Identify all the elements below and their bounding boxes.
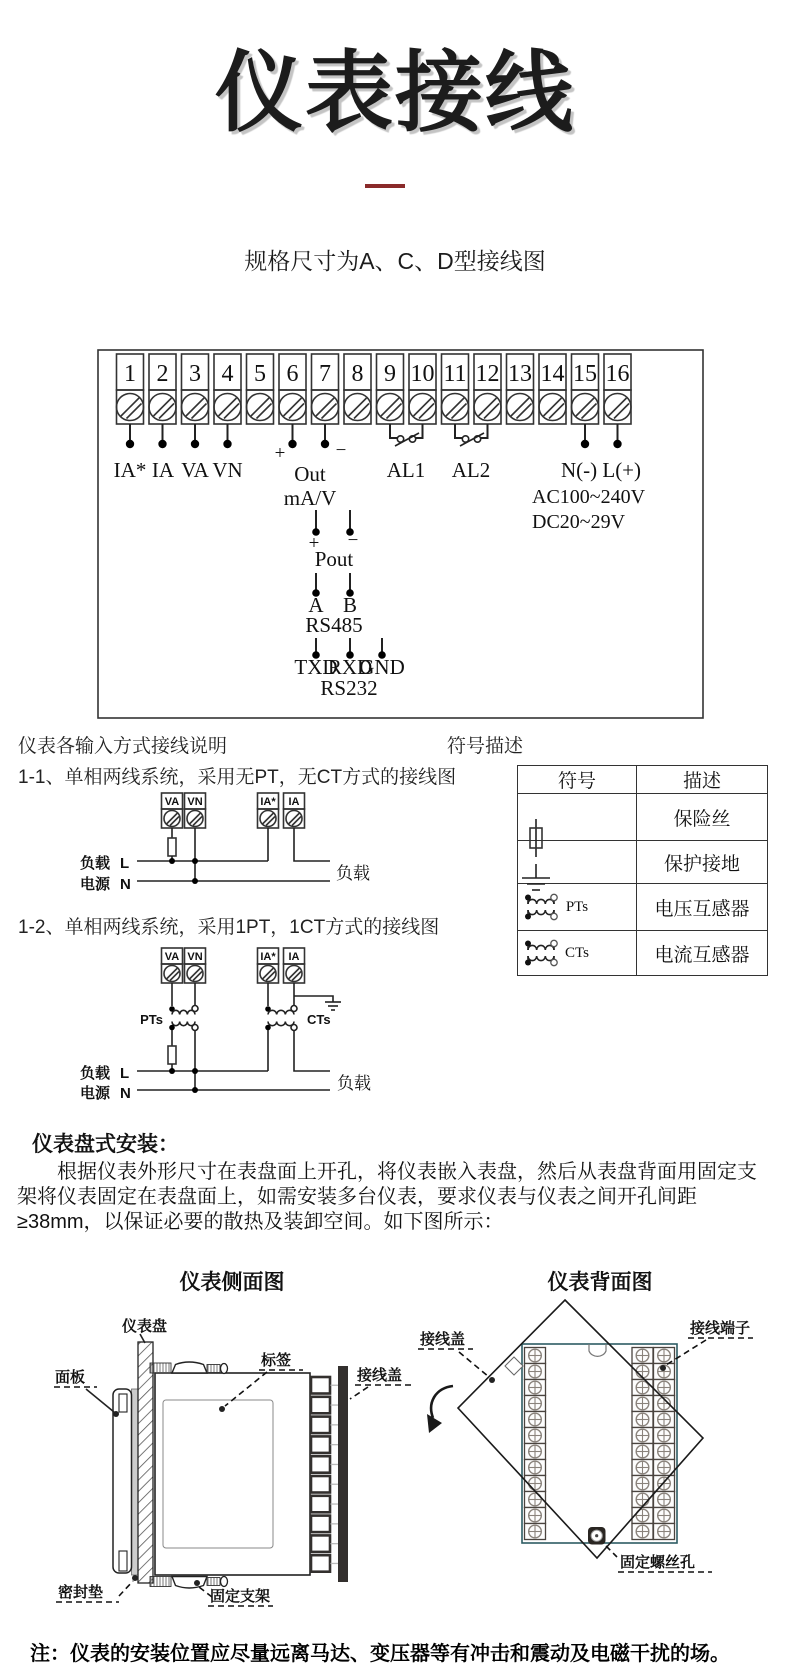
- top-bracket: [150, 1362, 228, 1374]
- load-left-label: 负载: [80, 1065, 111, 1082]
- cts-label: CTs: [307, 1012, 331, 1027]
- terminal-strip: [117, 354, 632, 424]
- fuse-icon: [168, 838, 176, 856]
- wires-1-1: [137, 828, 330, 884]
- wires-1-2: [137, 1030, 330, 1093]
- power-dc: DC20~29V: [532, 511, 626, 533]
- sticker-label: 标签: [261, 1352, 292, 1369]
- out-unit: mA/V: [283, 486, 337, 510]
- rs232-txd: TXD: [294, 655, 338, 679]
- screw-hole-label: 固定螺丝孔: [620, 1554, 696, 1571]
- alarm-relay-2: [452, 424, 491, 482]
- rs232-group: [294, 638, 404, 700]
- terminal-number: 14: [540, 361, 565, 387]
- table-row: [518, 884, 768, 931]
- terminal-number: 11: [443, 361, 467, 387]
- rs232-gnd: GND: [359, 655, 405, 679]
- terminal-block-label: 接线端子: [690, 1320, 751, 1337]
- table-row: [518, 794, 768, 841]
- out-plus: +: [274, 443, 286, 464]
- out-label: Out: [294, 462, 326, 486]
- pout-plus: +: [308, 533, 320, 554]
- t-vn: VN: [187, 951, 203, 963]
- ground-icon: [294, 996, 341, 1010]
- terminal-number: 13: [508, 361, 532, 387]
- bracket-label: 固定支架: [210, 1588, 271, 1605]
- terminal-number: 10: [410, 361, 435, 387]
- al1-label: AL1: [386, 458, 426, 482]
- al2-label: AL2: [451, 458, 491, 482]
- fixing-screw: [588, 1527, 606, 1545]
- cover-clip: [505, 1357, 523, 1375]
- fuse-icon: [168, 1046, 176, 1064]
- alarm-relay-1: [387, 424, 426, 482]
- symbol-table: [517, 765, 768, 976]
- terminal-number: 15: [573, 361, 597, 387]
- load-right-label: 负载: [337, 1074, 371, 1093]
- table-row: [518, 841, 768, 884]
- symbol-desc: 保险丝: [637, 794, 768, 841]
- ct-transformer-icon: [265, 983, 330, 1031]
- pts-label: PTs: [140, 1012, 163, 1027]
- t-ia-star: IA*: [260, 796, 276, 808]
- terminal-number: 4: [221, 361, 234, 387]
- gasket-strip: [132, 1389, 139, 1575]
- terminal-number: 7: [319, 361, 331, 387]
- rs485-group: [305, 573, 362, 637]
- symbol-table-heading: 符号描述: [447, 736, 524, 757]
- input-wires: [114, 424, 243, 482]
- installation-paragraph: 根据仪表外形尺寸在表盘面上开孔，将仪表嵌入表盘，然后从表盘背面用固定支架将仪表固定在表盘面上，如需安装多台仪表，要求仪表与仪表之间开孔间距≥38mm，以保证必要的散热及装卸空间。如下图所示：: [17, 1161, 757, 1233]
- diagram-1-2: [0, 944, 440, 1110]
- power-ac: AC100~240V: [532, 486, 646, 508]
- label-ia-star: IA*: [113, 458, 147, 482]
- label-vn: VN: [212, 458, 243, 482]
- pout-group: [309, 510, 359, 571]
- page-subtitle: 规格尺寸为A、C、D型接线图: [244, 248, 546, 274]
- pt-transformer-icon: [140, 983, 198, 1031]
- label-va: VA: [181, 458, 209, 482]
- rs485-label: RS485: [305, 613, 363, 637]
- t-ia: IA: [288, 796, 300, 808]
- source-label: 电源: [80, 876, 111, 893]
- t-va: VA: [164, 951, 180, 963]
- desc-col-header: 描述: [637, 766, 768, 794]
- terminal-number: 6: [286, 361, 299, 387]
- installation-note: 注：仪表的安装位置应尽量远离马达、变压器等有冲击和震动及电磁干扰的场。: [30, 1643, 730, 1665]
- terminal-number: 9: [384, 361, 396, 387]
- rs232-rxd: RXD: [327, 655, 373, 679]
- line-n-label: N: [120, 1085, 131, 1102]
- pout-minus: −: [347, 530, 359, 551]
- symbol-desc: 保护接地: [637, 841, 768, 884]
- pt-label: PTs: [565, 898, 589, 915]
- terminal-ladder: [311, 1377, 338, 1572]
- back-view-diagram: [418, 1300, 753, 1572]
- ct-label: CTs: [565, 944, 589, 961]
- symbol-desc: 电流互感器: [637, 931, 768, 976]
- title-accent-divider: [365, 184, 405, 188]
- terminal-number: 3: [189, 361, 201, 387]
- rs232-label: RS232: [320, 676, 378, 700]
- fixing-bracket: [150, 1577, 228, 1589]
- page-title: 仪表接线: [214, 43, 575, 142]
- t-ia: IA: [288, 951, 300, 963]
- front-panel-label: 面板: [55, 1369, 86, 1386]
- table-row: [518, 931, 768, 976]
- side-view-diagram: [54, 1317, 411, 1606]
- diagram-1-1-caption: 1-1、单相两线系统，采用无PT，无CT方式的接线图: [18, 767, 457, 788]
- terminal-number: 1: [124, 361, 136, 387]
- t-va: VA: [164, 796, 180, 808]
- panel-board-label: 仪表盘: [122, 1318, 168, 1335]
- line-l-label: L: [120, 855, 130, 872]
- terminal-number: 8: [351, 361, 364, 387]
- power-label: N(-) L(+): [560, 458, 642, 482]
- diagram-1-1: [0, 788, 440, 900]
- terminal-number: 16: [605, 361, 630, 387]
- back-terminal-cover-label: 接线盖: [420, 1331, 466, 1348]
- symbol-col-header: 符号: [518, 766, 637, 794]
- rotate-arrow-icon: [427, 1386, 453, 1433]
- terminal-number: 12: [475, 361, 500, 387]
- sticker-area: [163, 1400, 273, 1548]
- ct-transformer-icon: [518, 933, 570, 973]
- out-minus: −: [335, 440, 347, 461]
- label-ia: IA: [151, 458, 175, 482]
- symbol-desc: 电压互感器: [637, 884, 768, 931]
- analog-out-group: [275, 424, 347, 510]
- gasket-label: 密封垫: [58, 1584, 104, 1601]
- source-label: 电源: [80, 1085, 111, 1102]
- installation-diagrams: [0, 1250, 790, 1615]
- pout-label: Pout: [314, 547, 354, 571]
- side-view-title: 仪表侧面图: [179, 1270, 285, 1294]
- panel-board-strip: [138, 1342, 153, 1583]
- terminal-number: 2: [156, 361, 169, 387]
- load-right-label: 负载: [336, 864, 370, 883]
- fuse-icon: [518, 817, 554, 859]
- t-vn: VN: [187, 796, 203, 808]
- rs485-a: A: [308, 593, 324, 617]
- diagram-1-2-caption: 1-2、单相两线系统，采用1PT，1CT方式的接线图: [18, 917, 440, 938]
- back-view-title: 仪表背面图: [547, 1270, 653, 1294]
- terminal-cover-strip: [338, 1366, 348, 1582]
- line-n-label: N: [120, 876, 131, 893]
- wiring-section-heading: 仪表各输入方式接线说明: [18, 736, 228, 757]
- terminal-wiring-diagram: [0, 340, 790, 725]
- terminal-block-left: [525, 1348, 546, 1540]
- t-ia-star: IA*: [260, 951, 276, 963]
- power-supply-group: [532, 424, 646, 533]
- installation-heading: 仪表盘式安装：: [32, 1133, 179, 1156]
- pt-transformer-icon: [518, 887, 570, 927]
- rs485-b: B: [342, 593, 358, 617]
- side-terminal-cover-label: 接线盖: [357, 1367, 403, 1384]
- line-l-label: L: [120, 1065, 130, 1082]
- terminal-number: 5: [254, 361, 266, 387]
- load-left-label: 负载: [80, 855, 111, 872]
